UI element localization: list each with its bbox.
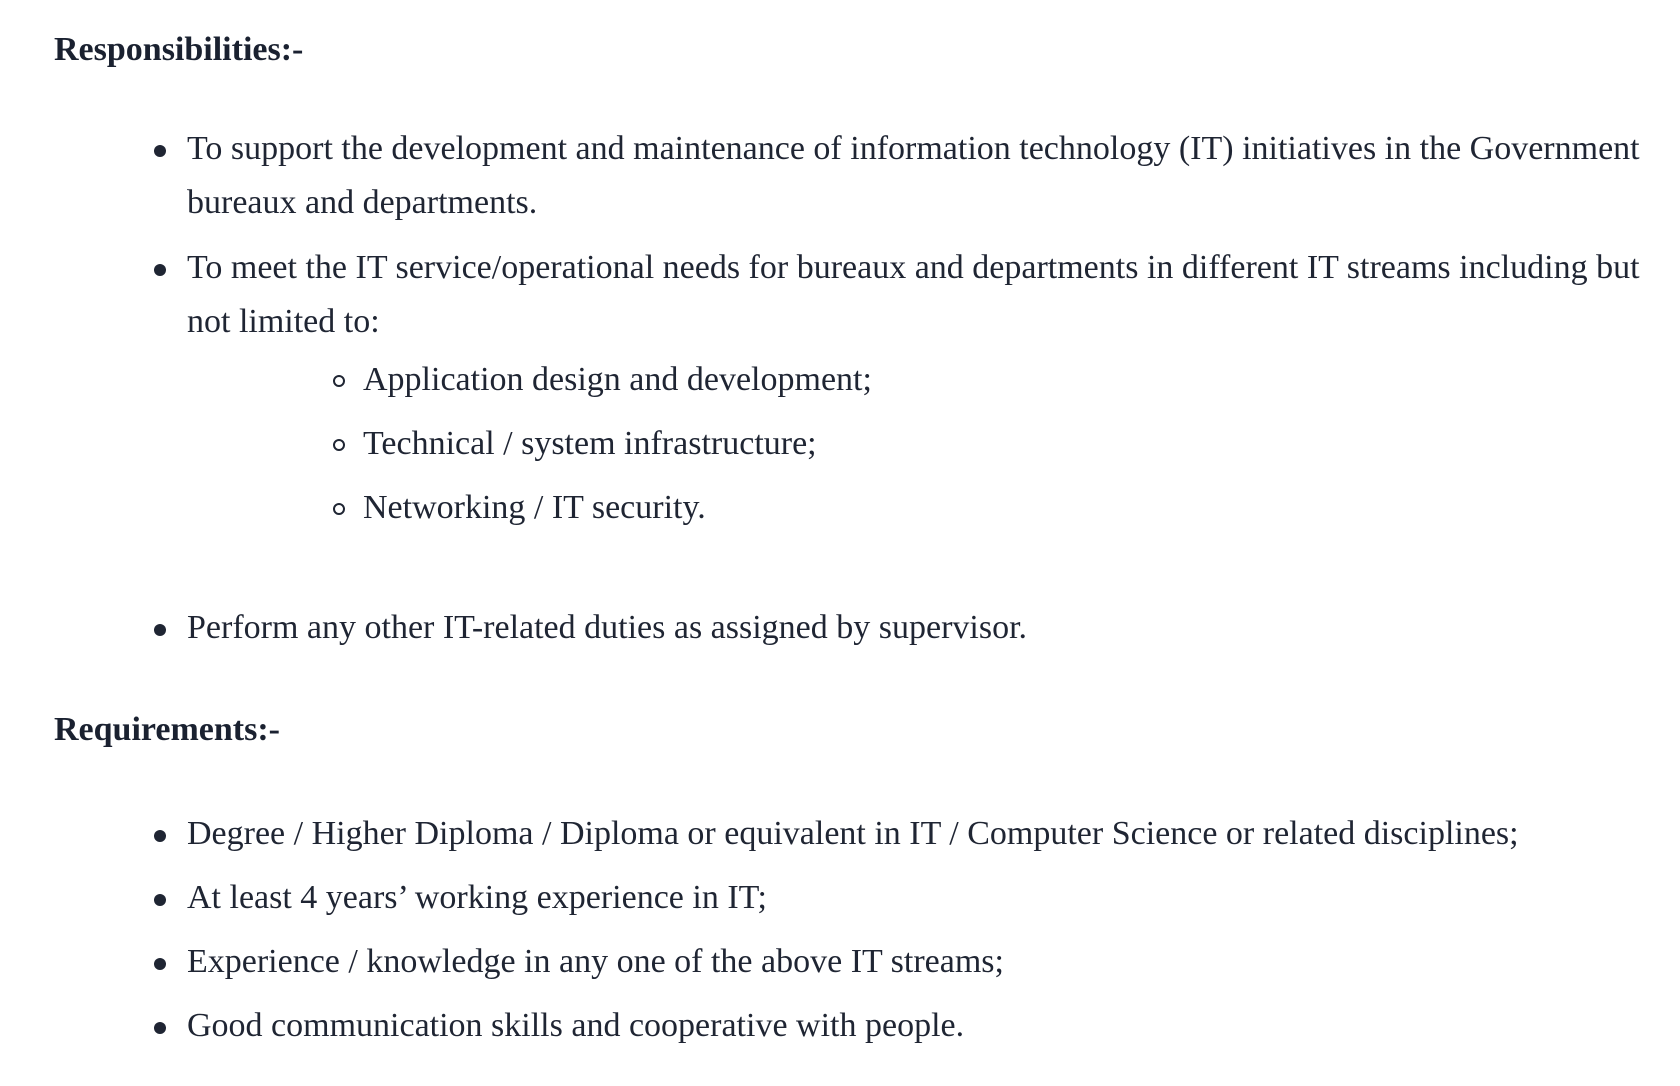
requirement-text: At least 4 years’ working experience in IT; xyxy=(187,879,767,916)
stream-text: Application design and development; xyxy=(363,361,872,398)
responsibility-text: To meet the IT service/operational needs for bureaux and departments in different IT streams including but not limited to: xyxy=(187,249,1640,340)
responsibility-item xyxy=(187,241,1647,349)
responsibility-item xyxy=(187,601,1647,655)
bullet-icon xyxy=(154,958,166,970)
requirement-text: Good communication skills and cooperative with people. xyxy=(187,1007,965,1044)
stream-item xyxy=(363,422,817,466)
circle-bullet-icon xyxy=(333,503,345,515)
bullet-icon xyxy=(154,830,166,842)
requirement-text: Degree / Higher Diploma / Diploma or equivalent in IT / Computer Science or related disciplines; xyxy=(187,815,1519,852)
responsibility-item xyxy=(187,122,1647,230)
requirement-item xyxy=(187,871,1647,925)
responsibilities-heading: Responsibilities:- xyxy=(54,31,304,68)
requirements-heading: Requirements:- xyxy=(54,711,280,748)
stream-item xyxy=(363,358,872,402)
requirement-item xyxy=(187,999,1647,1053)
responsibility-text: To support the development and maintenance of information technology (IT) initiatives in the Government bureaux and departments. xyxy=(187,130,1640,221)
bullet-icon xyxy=(154,894,166,906)
circle-bullet-icon xyxy=(333,439,345,451)
stream-text: Technical / system infrastructure; xyxy=(363,425,817,462)
bullet-icon xyxy=(154,145,166,157)
requirement-text: Experience / knowledge in any one of the above IT streams; xyxy=(187,943,1004,980)
circle-bullet-icon xyxy=(333,375,345,387)
stream-item xyxy=(363,486,706,530)
bullet-icon xyxy=(154,264,166,276)
bullet-icon xyxy=(154,624,166,636)
bullet-icon xyxy=(154,1022,166,1034)
stream-text: Networking / IT security. xyxy=(363,489,706,526)
requirement-item xyxy=(187,807,1647,861)
requirement-item xyxy=(187,935,1647,989)
responsibility-text: Perform any other IT-related duties as assigned by supervisor. xyxy=(187,609,1028,646)
